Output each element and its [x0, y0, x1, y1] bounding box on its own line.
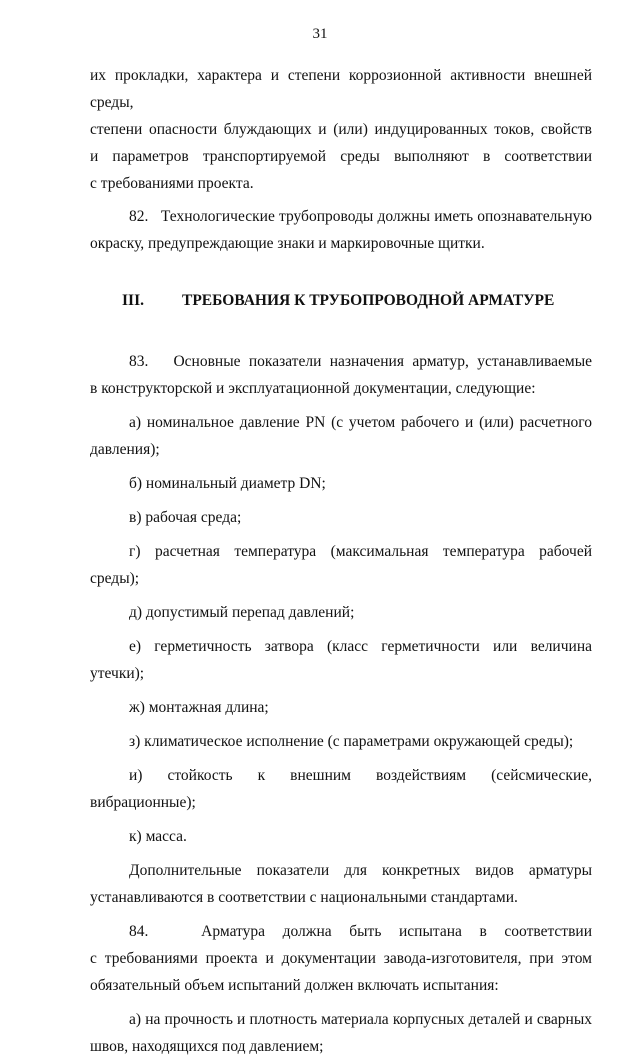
text-line: 83. Основные показатели назначения арматур, устанавливаемые: [129, 353, 592, 370]
text-line: е) герметичность затвора (класс герметичности или величина утечки);: [90, 638, 592, 682]
list-item: [90, 599, 592, 626]
text-line: Дополнительные показатели для конкретных видов арматуры: [129, 862, 592, 879]
list-item: [90, 633, 592, 687]
page-number: 31: [312, 26, 328, 42]
text-line: в) рабочая среда;: [129, 509, 242, 526]
text-line: их прокладки, характера и степени коррозионной активности внешней среды,: [90, 67, 592, 111]
list-item: [90, 694, 592, 721]
paragraph-continuation: [90, 62, 592, 197]
text-line: устанавливаются в соответствии с национальными стандартами.: [90, 889, 518, 906]
text-line: и параметров транспортируемой среды выполняют в соответствии: [90, 148, 592, 165]
document-body: [90, 62, 592, 1060]
text-line: давления);: [90, 441, 160, 458]
text-line: и) стойкость к внешним воздействиям (сейсмические, вибрационные);: [90, 767, 592, 811]
text-line: швов, находящихся под давлением;: [90, 1038, 324, 1055]
section-number: III.: [122, 292, 144, 309]
section-title: ТРЕБОВАНИЯ К ТРУБОПРОВОДНОЙ АРМАТУРЕ: [182, 292, 555, 309]
list-item: [90, 504, 592, 531]
text-line: степени опасности блуждающих и (или) индуцированных токов, свойств: [90, 121, 592, 138]
text-line: а) номинальное давление PN (с учетом рабочего и (или) расчетного: [129, 414, 592, 431]
text-line: с требованиями проекта и документации завода-изготовителя, при этом: [90, 950, 592, 967]
text-line: г) расчетная температура (максимальная температура рабочей среды);: [90, 543, 592, 587]
text-line: 84. Арматура должна быть испытана в соответствии: [129, 923, 592, 940]
text-line: окраску, предупреждающие знаки и маркировочные щитки.: [90, 235, 485, 252]
list-item: [90, 1006, 592, 1060]
text-line: 82. Технологические трубопроводы должны иметь опознавательную: [129, 208, 592, 225]
list-item: [90, 470, 592, 497]
paragraph-83: [90, 348, 592, 850]
list-item: [90, 823, 592, 850]
paragraph-84: [90, 918, 592, 999]
text-line: обязательный объем испытаний должен включать испытания:: [90, 977, 499, 994]
list-item: [90, 409, 592, 463]
text-line: ж) монтажная длина;: [129, 699, 269, 716]
section-heading: [90, 287, 592, 314]
text-line: к) масса.: [129, 828, 187, 845]
text-line: з) климатическое исполнение (с параметрами окружающей среды);: [129, 733, 574, 750]
paragraph-additional: [90, 857, 592, 911]
list-item: [90, 762, 592, 816]
text-line: в конструкторской и эксплуатационной документации, следующие:: [90, 380, 536, 397]
text-line: б) номинальный диаметр DN;: [129, 475, 326, 492]
paragraph-82: [90, 203, 592, 257]
text-line: с требованиями проекта.: [90, 175, 254, 192]
list-item: [90, 538, 592, 592]
list-item: [90, 728, 592, 755]
text-line: д) допустимый перепад давлений;: [129, 604, 355, 621]
text-line: а) на прочность и плотность материала корпусных деталей и сварных: [129, 1011, 592, 1028]
